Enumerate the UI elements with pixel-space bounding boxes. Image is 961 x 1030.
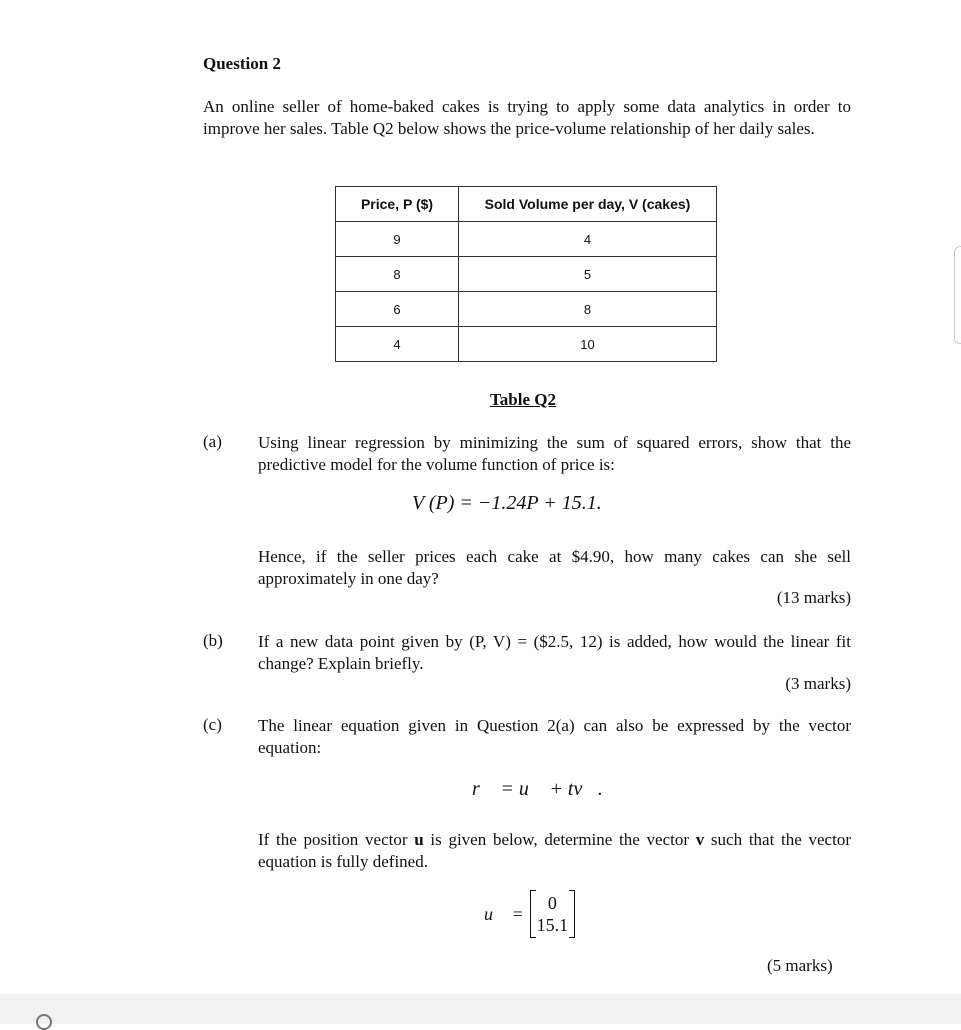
part-c-text: The linear equation given in Question 2(a) can also be expressed by the vector equation: bbox=[258, 716, 851, 757]
part-b-label: (b) bbox=[203, 631, 223, 650]
vector-v-symbol: v bbox=[695, 830, 705, 849]
table-cell-price: 9 bbox=[336, 222, 459, 257]
part-a-equation: V (P) = −1.24P + 15.1. bbox=[412, 492, 602, 514]
vector-u-label: u⃗ = bbox=[484, 903, 524, 924]
table-row bbox=[336, 292, 717, 327]
table-cell-volume: 5 bbox=[459, 257, 717, 292]
part-c-marks: (5 marks) bbox=[767, 956, 833, 975]
question-intro: An online seller of home-baked cakes is trying to apply some data analytics in order to improve her sales. Table Q2 below shows the price-volume relationship of her daily sales. bbox=[203, 97, 851, 138]
part-a-followup: Hence, if the seller prices each cake at $4.90, how many cakes can she sell approximately in one day? bbox=[258, 547, 851, 588]
table-row bbox=[336, 222, 717, 257]
part-a-text: Using linear regression by minimizing the sum of squared errors, show that the predictive model for the volume function of price is: bbox=[258, 433, 851, 474]
table-row bbox=[336, 327, 717, 362]
bottom-toolbar bbox=[0, 994, 961, 1024]
vector-u-bottom: 15.1 bbox=[536, 915, 569, 935]
part-c-equation: r⃗ = u⃗ + tv⃗. bbox=[472, 778, 603, 800]
part-b-text: If a new data point given by (P, V) = ($2.5, 12) is added, how would the linear fit change? Explain briefly. bbox=[258, 632, 851, 673]
followup-text-post: such that the vector equation is fully defined. bbox=[258, 830, 851, 871]
table-cell-price: 6 bbox=[336, 292, 459, 327]
question-title: Question 2 bbox=[203, 54, 281, 73]
table-cell-price: 8 bbox=[336, 257, 459, 292]
side-scroll-tab[interactable] bbox=[954, 246, 961, 344]
part-b-marks: (3 marks) bbox=[785, 674, 851, 693]
toolbar-circle-icon[interactable] bbox=[36, 1014, 52, 1030]
vector-u-matrix bbox=[484, 890, 575, 938]
price-volume-table bbox=[335, 186, 717, 362]
part-c-followup bbox=[258, 829, 851, 873]
table-cell-price: 4 bbox=[336, 327, 459, 362]
vector-u-bracket bbox=[530, 890, 576, 938]
part-a-marks: (13 marks) bbox=[776, 588, 851, 607]
table-header-row bbox=[336, 187, 717, 222]
table-row bbox=[336, 257, 717, 292]
part-c-label: (c) bbox=[203, 715, 222, 734]
table-header-price: Price, P ($) bbox=[336, 187, 459, 222]
table-cell-volume: 4 bbox=[459, 222, 717, 257]
vector-u-top: 0 bbox=[547, 893, 557, 913]
followup-text-mid: is given below, determine the vector bbox=[423, 830, 696, 849]
part-a-label: (a) bbox=[203, 432, 222, 451]
followup-text-pre: If the position vector bbox=[258, 830, 415, 849]
vector-u-symbol: u bbox=[414, 830, 424, 849]
vector-u-definition bbox=[484, 890, 575, 938]
table-caption: Table Q2 bbox=[490, 390, 556, 409]
table-header-volume: Sold Volume per day, V (cakes) bbox=[459, 187, 717, 222]
table-cell-volume: 10 bbox=[459, 327, 717, 362]
table-cell-volume: 8 bbox=[459, 292, 717, 327]
